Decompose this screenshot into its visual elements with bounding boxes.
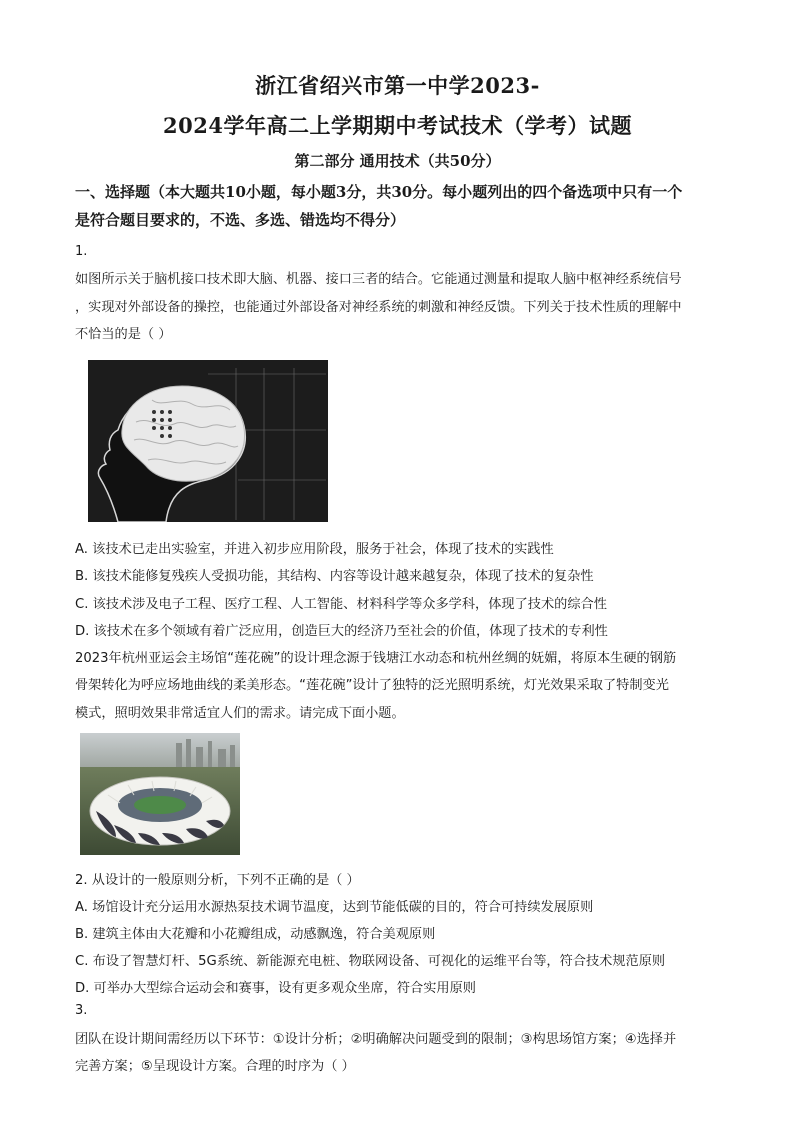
exam-title-line1: 浙江省绍兴市第一中学2023- bbox=[255, 73, 540, 98]
q1-option-b: B. 该技术能修复残疾人受损功能，其结构、内容等设计越来越复杂，体现了技术的复杂性 bbox=[75, 569, 594, 584]
q1-stem-line3: 不恰当的是（ ） bbox=[75, 327, 172, 342]
section-heading-line2: 是符合题目要求的，不选、多选、错选均不得分） bbox=[75, 211, 406, 229]
brain-illustration bbox=[88, 360, 328, 522]
section-heading bbox=[75, 178, 725, 234]
q1-option-a: A. 该技术已走出实验室，并进入初步应用阶段，服务于社会，体现了技术的实践性 bbox=[75, 542, 554, 557]
lotus-stadium-image bbox=[80, 733, 240, 855]
q1-option-d: D. 该技术在多个领域有着广泛应用，创造巨大的经济乃至社会的价值，体现了技术的专利性 bbox=[75, 624, 608, 639]
section-heading-line1: 一、选择题（本大题共10小题，每小题3分，共30分。每小题列出的四个备选项中只有一个 bbox=[75, 183, 683, 201]
q2-option-c: C. 布设了智慧灯杆、5G系统、新能源充电桩、物联网设备、可视化的运维平台等，符合技术规范原则 bbox=[75, 954, 666, 969]
q2-option-a: A. 场馆设计充分运用水源热泵技术调节温度，达到节能低碳的目的，符合可持续发展原则 bbox=[75, 900, 594, 915]
passage-line3: 模式，照明效果非常适宜人们的需求。请完成下面小题。 bbox=[75, 706, 405, 721]
exam-title-line2: 2024学年高二上学期期中考试技术（学考）试题 bbox=[163, 113, 632, 138]
passage-line2: 骨架转化为呼应场地曲线的柔美形态。“莲花碗”设计了独特的泛光照明系统，灯光效果采取了特制变光 bbox=[75, 678, 669, 693]
stadium-illustration bbox=[80, 733, 240, 855]
passage-line1: 2023年杭州亚运会主场馆“莲花碗”的设计理念源于钱塘江水动态和杭州丝绸的妩媚，将原本生硬的钢筋 bbox=[75, 651, 677, 666]
brain-computer-interface-image bbox=[88, 360, 328, 522]
q1-number: 1. bbox=[75, 244, 88, 259]
q3-number: 3. bbox=[75, 1003, 88, 1018]
q3-stem-line1: 团队在设计期间需经历以下环节：①设计分析；②明确解决问题受到的限制；③构思场馆方案；④选择并 bbox=[75, 1032, 677, 1047]
q1-stem-line1: 如图所示关于脑机接口技术即大脑、机器、接口三者的结合。它能通过测量和提取人脑中枢神经系统信号 bbox=[75, 272, 682, 287]
q2-option-d: D. 可举办大型综合运动会和赛事，设有更多观众坐席，符合实用原则 bbox=[75, 981, 476, 996]
q2-stem: 2. 从设计的一般原则分析，下列不正确的是（ ） bbox=[75, 873, 360, 888]
part-subtitle: 第二部分 通用技术（共50分） bbox=[294, 152, 501, 170]
q2-option-b: B. 建筑主体由大花瓣和小花瓣组成，动感飘逸，符合美观原则 bbox=[75, 927, 436, 942]
q1-option-c: C. 该技术涉及电子工程、医疗工程、人工智能、材料科学等众多学科，体现了技术的综合性 bbox=[75, 597, 607, 612]
q1-stem-line2: ，实现对外部设备的操控，也能通过外部设备对神经系统的刺激和神经反馈。下列关于技术性质的理解中 bbox=[75, 300, 682, 315]
q3-stem-line2: 完善方案；⑤呈现设计方案。合理的时序为（ ） bbox=[75, 1059, 355, 1074]
